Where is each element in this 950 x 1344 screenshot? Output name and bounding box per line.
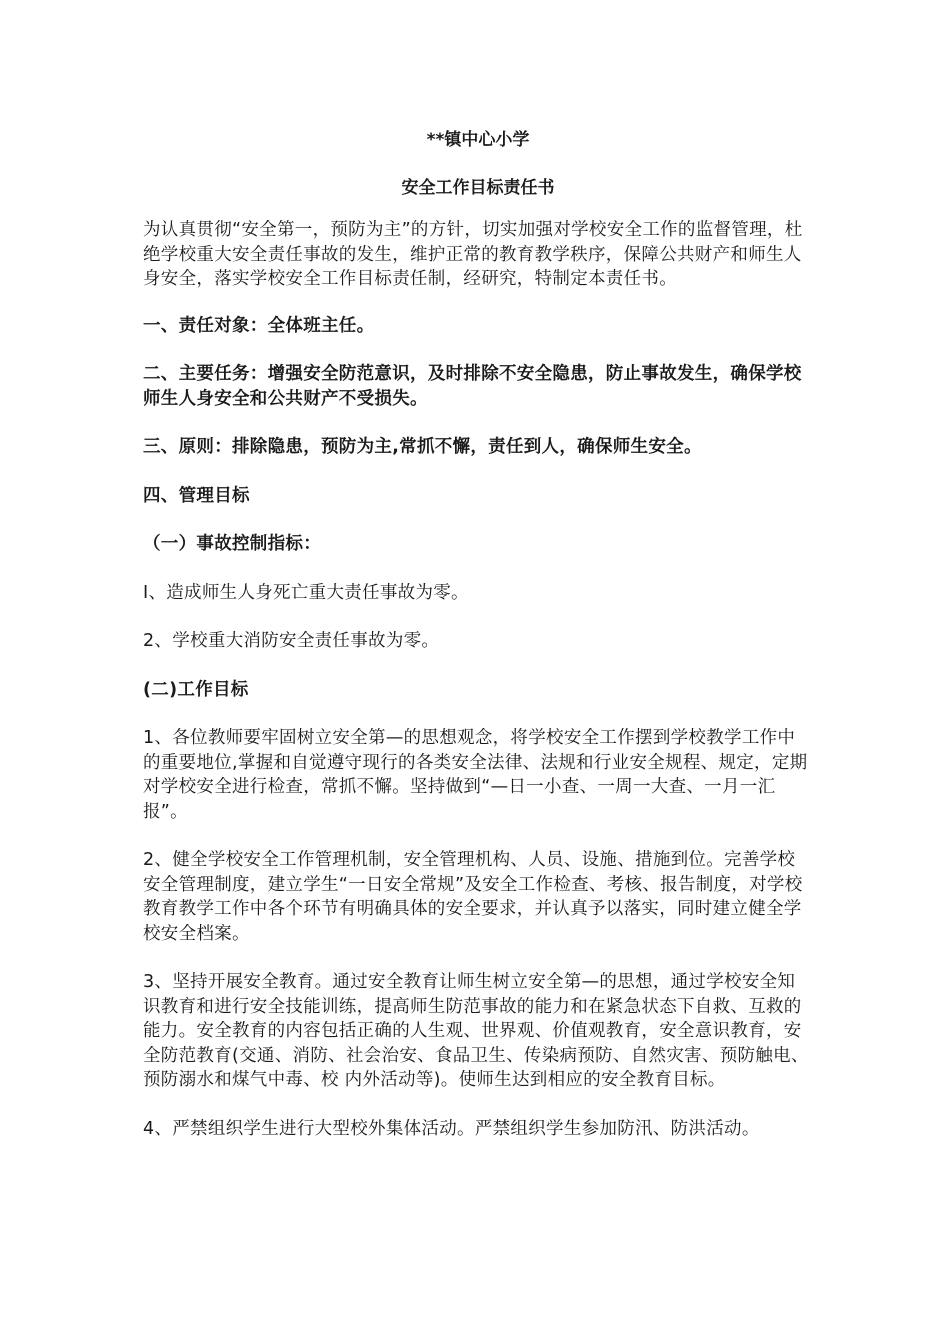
document-page [143,128,813,1165]
section-main-tasks: 二、主要任务：增强安全防范意识，及时排除不安全隐患，防止事故发生，确保学校师生人身安全和公共财产不受损失。 [143,364,802,409]
accident-item-1: I、造成师生人身死亡重大责任事故为零。 [143,582,469,603]
section-responsibility-target: 一、责任对象：全体班主任。 [143,315,375,336]
section-principles: 三、原则：排除隐患，预防为主,常抓不懈，责任到人，确保师生安全。 [143,437,702,457]
subsection-accident-control: （一）事故控制指标： [143,534,321,554]
intro-paragraph: 为认真贯彻“安全第一，预防为主”的方针，切实加强对学校安全工作的监督管理，杜绝学校重大安全责任事故的发生，维护正常的教育教学秩序，保障公共财产和师生人身安全，落实学校安全工作目标责任制，经研究，特制定本责任书。 [143,220,803,289]
work-goal-item-1: 1、各位教师要牢固树立安全第—的思想观念，将学校安全工作摆到学校教学工作中的重要地位,掌握和自觉遵守现行的各类安全法律、法规和行业安全规程、规定，定期对学校安全进行检查，常抓不懈。坚持做到“—日一小查、一周一大查、一月一汇报”。 [143,728,808,822]
work-goal-item-3: 3、坚持开展安全教育。通过安全教育让师生树立安全第—的思想，通过学校安全知识教育和进行安全技能训练，提高师生防范事故的能力和在紧急状态下自救、互救的能力。安全教育的内容包括正确的人生观、世界观、价值观教育，安全意识教育，安全防范教育(交通、消防、社会治安、食品卫生、传染病预防、自然灾害、预防触电、预防溺水和煤气中毒、校 内外活动等)。使师生达到相应的安全教育目标。 [143,972,809,1090]
school-name: **镇中心小学 [426,130,530,150]
work-goal-item-2: 2、健全学校安全工作管理机制，安全管理机构、人员、设施、措施到位。完善学校安全管理制度，建立学生“一日安全常规”及安全工作检查、考核、报告制度，对学校教育教学工作中各个环节有明确具体的安全要求，并认真予以落实，同时建立健全学校安全档案。 [143,850,803,944]
section-management-goals: 四、管理目标 [143,485,250,506]
document-title: 安全工作目标责任书 [401,178,555,198]
subsection-work-goals: (二)工作目标 [143,679,249,700]
work-goal-item-4: 4、严禁组织学生进行大型校外集体活动。严禁组织学生参加防汛、防洪活动。 [143,1118,760,1139]
accident-item-2: 2、学校重大消防安全责任事故为零。 [143,631,440,651]
